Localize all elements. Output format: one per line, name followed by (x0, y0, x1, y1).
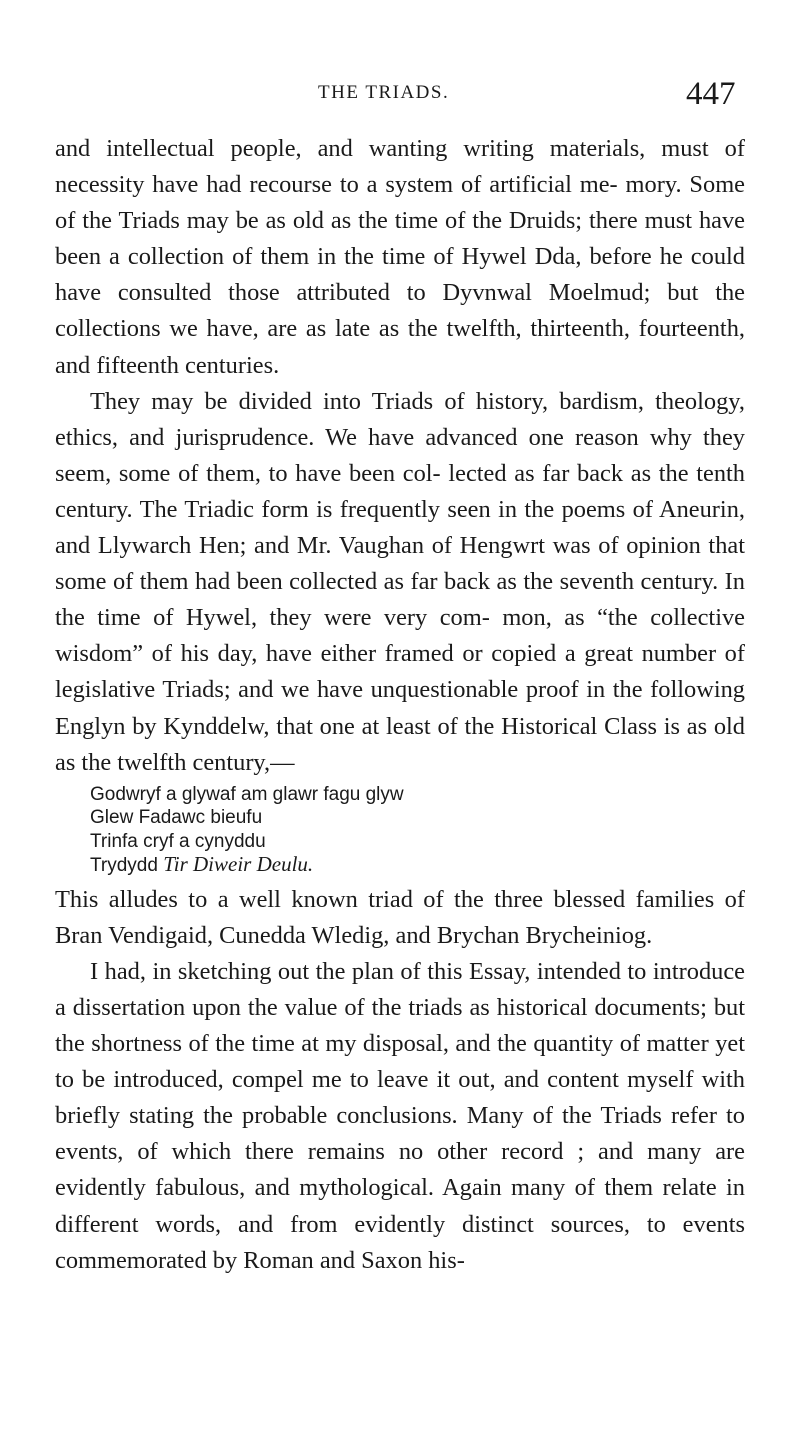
paragraph-triad-classes: They may be divided into Triads of history, bardism, theology, ethics, and jurisprudence. We have advanced one reason why they seem, some of them, to have been col- lected as far back as the tenth century. The Triadic form is frequently seen in the poems of Aneurin, and Llywarch Hen; and Mr. Vaughan of Hengwrt was of opinion that some of them had been collected as far back as the seventh century. In the time of Hywel, they were very com- mon, as “the collective wisdom” of his day, have either framed or copied a great number of legislative Triads; and we have unquestionable proof in the following Englyn by Kynddelw, that one at least of the Historical Class is as old as the twelfth century,— (55, 387, 745, 776)
page-number: 447 (686, 76, 736, 112)
paragraph-dissertation: I had, in sketching out the plan of this Essay, intended to introduce a dissertation upon the value of the triads as historical documents; but the shortness of the time at my disposal, and the quantity of matter yet to be introduced, compel me to leave it out, and content myself with briefly stating the probable conclusions. Many of the Triads refer to events, of which there remains no other record ; and many are evidently fabulous, and mythological. Again many of them relate in different words, and from evidently distinct sources, to events commemorated by Roman and Saxon his- (55, 957, 745, 1274)
verse-line-1: Godwryf a glywaf am glawr fagu glyw (90, 783, 404, 805)
verse-line-4 (90, 853, 745, 878)
verse-line-4-prefix: Trydydd (90, 855, 164, 877)
verse-line-3: Trinfa cryf a cynyddu (90, 830, 266, 852)
englyn-verse (90, 783, 745, 878)
running-title: THE TRIADS. (318, 82, 450, 103)
running-head (0, 76, 800, 116)
verse-line-4-italic: Tir Diweir Deulu. (163, 852, 314, 877)
paragraph-continuation: and intellectual people, and wanting writing materials, must of necessity have had recourse to a system of artificial me- mory. Some of the Triads may be as old as the time of the Druids; there must have been a collection of them in the time of Hywel Dda, before he could have consulted those attributed to Dyvnwal Moelmud; but the collections we have, are as late as the twelfth, thirteenth, fourteenth, and fifteenth centuries. (55, 135, 745, 379)
paragraph-blessed-families: This alludes to a well known triad of the three blessed families of Bran Vendigaid, Cunedda Wledig, and Brychan Brycheiniog. (55, 885, 745, 949)
body-text (55, 131, 745, 1279)
verse-line-2: Glew Fadawc bieufu (90, 807, 263, 829)
